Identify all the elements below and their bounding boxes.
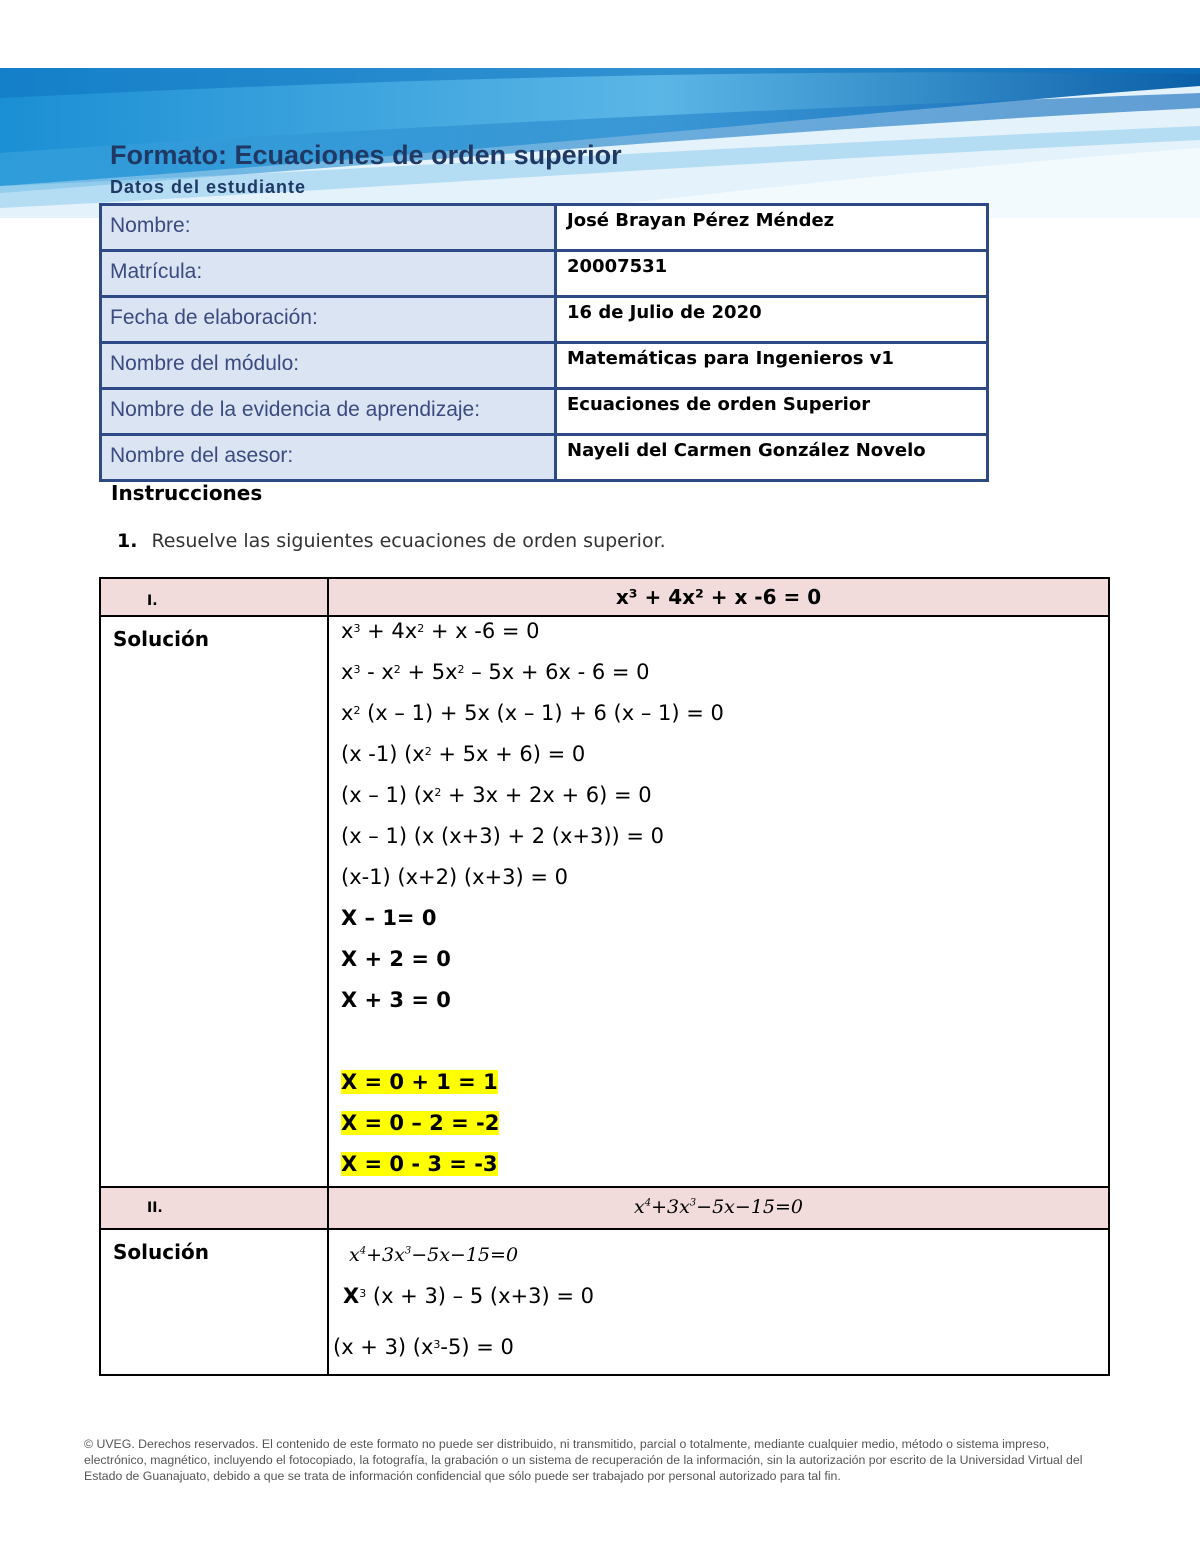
info-row-matricula	[101, 251, 988, 297]
problem-number: II.	[147, 1200, 163, 1216]
solution-step: (x-1) (x+2) (x+3) = 0	[341, 865, 568, 889]
info-label: Matrícula:	[101, 251, 556, 297]
problem-number: I.	[147, 593, 158, 609]
info-value: Nayeli del Carmen González Novelo	[556, 435, 988, 481]
solution-label: Solución	[113, 1240, 209, 1264]
instruction-number: 1.	[117, 530, 138, 552]
document-title: Formato: Ecuaciones de orden superior	[110, 140, 622, 170]
solution-step: X – 1= 0	[341, 906, 437, 930]
highlighted-answer: X = 0 – 2 = -2	[341, 1111, 500, 1135]
info-row-fecha	[101, 297, 988, 343]
solution-step: (x + 3) $(x^3-5) = 0$	[333, 1335, 514, 1359]
info-value: 16 de Julio de 2020	[556, 297, 988, 343]
problem-2-header	[100, 1187, 1109, 1229]
solution-step: $x^3 - x^2 + 5x^2 - 5x + 6x - 6 = 0$	[341, 660, 650, 684]
info-label: Nombre:	[101, 205, 556, 251]
highlighted-answer: X = 0 + 1 = 1	[341, 1070, 498, 1094]
problem-2-equation: $x^4+3x^3-5x-15=0$	[633, 1196, 804, 1218]
info-value: Matemáticas para Ingenieros v1	[556, 343, 988, 389]
solution-step: (x – 1) $(x^2 + 3x + 2x + 6) = 0$	[341, 783, 652, 807]
instruction-text: Resuelve las siguientes ecuaciones de orden superior.	[151, 530, 666, 552]
info-row-nombre	[101, 205, 988, 251]
info-label: Nombre del asesor:	[101, 435, 556, 481]
solution-step: X + 2 = 0	[341, 947, 451, 971]
info-row-evidencia	[101, 389, 988, 435]
instruction-item	[117, 530, 666, 552]
instructions-heading: Instrucciones	[111, 481, 263, 505]
info-value: 20007531	[556, 251, 988, 297]
solution-step: $x^4+3x^3-5x-15=0$	[349, 1244, 519, 1266]
document-subtitle: Datos del estudiante	[110, 177, 307, 197]
solution-step: $X^3$ (x + 3) – 5 (x+3) = 0	[343, 1284, 594, 1308]
problem-1-equation: x³ + 4x² + x -6 = 0	[615, 585, 822, 609]
student-info-table	[99, 203, 989, 482]
info-row-modulo	[101, 343, 988, 389]
solution-step: $x^2$ (x – 1) + 5x (x – 1) + 6 (x – 1) = 0	[341, 701, 724, 725]
problem-1-header	[100, 578, 1109, 616]
equations-table	[99, 577, 1110, 1376]
problem-2-solution-row	[100, 1229, 1109, 1375]
highlighted-answer: X = 0 - 3 = -3	[341, 1152, 498, 1176]
info-row-asesor	[101, 435, 988, 481]
problem-1-solution-row	[100, 616, 1109, 1187]
info-value: Ecuaciones de orden Superior	[556, 389, 988, 435]
solution-label: Solución	[113, 627, 209, 651]
solution-step: X + 3 = 0	[341, 988, 451, 1012]
solution-step: (x – 1) (x (x+3) + 2 (x+3)) = 0	[341, 824, 665, 848]
info-label: Fecha de elaboración:	[101, 297, 556, 343]
solution-step: $x^3 + 4x^2 + x$ -6 = 0	[341, 619, 540, 643]
copyright-footer: © UVEG. Derechos reservados. El contenido de este formato no puede ser distribuido, ni transmitido, parcial o totalmente, mediante cualquier medio, método o sistema impreso, electrónico, magnético, incluyendo el fotocopiado, la fotografía, la grabación o un sistema de recuperación de la información, sin la autorización por escrito de la Universidad Virtual del Estado de Guanajuato, debido a que se trata de información confidencial que sólo puede ser trabajado por personal autorizado para tal fin.	[84, 1437, 1083, 1483]
info-label: Nombre del módulo:	[101, 343, 556, 389]
info-label: Nombre de la evidencia de aprendizaje:	[101, 389, 556, 435]
solution-steps	[329, 617, 1108, 1186]
info-value: José Brayan Pérez Méndez	[556, 205, 988, 251]
solution-step: (x -1) $(x^2 + 5x + 6) = 0$	[341, 742, 586, 766]
